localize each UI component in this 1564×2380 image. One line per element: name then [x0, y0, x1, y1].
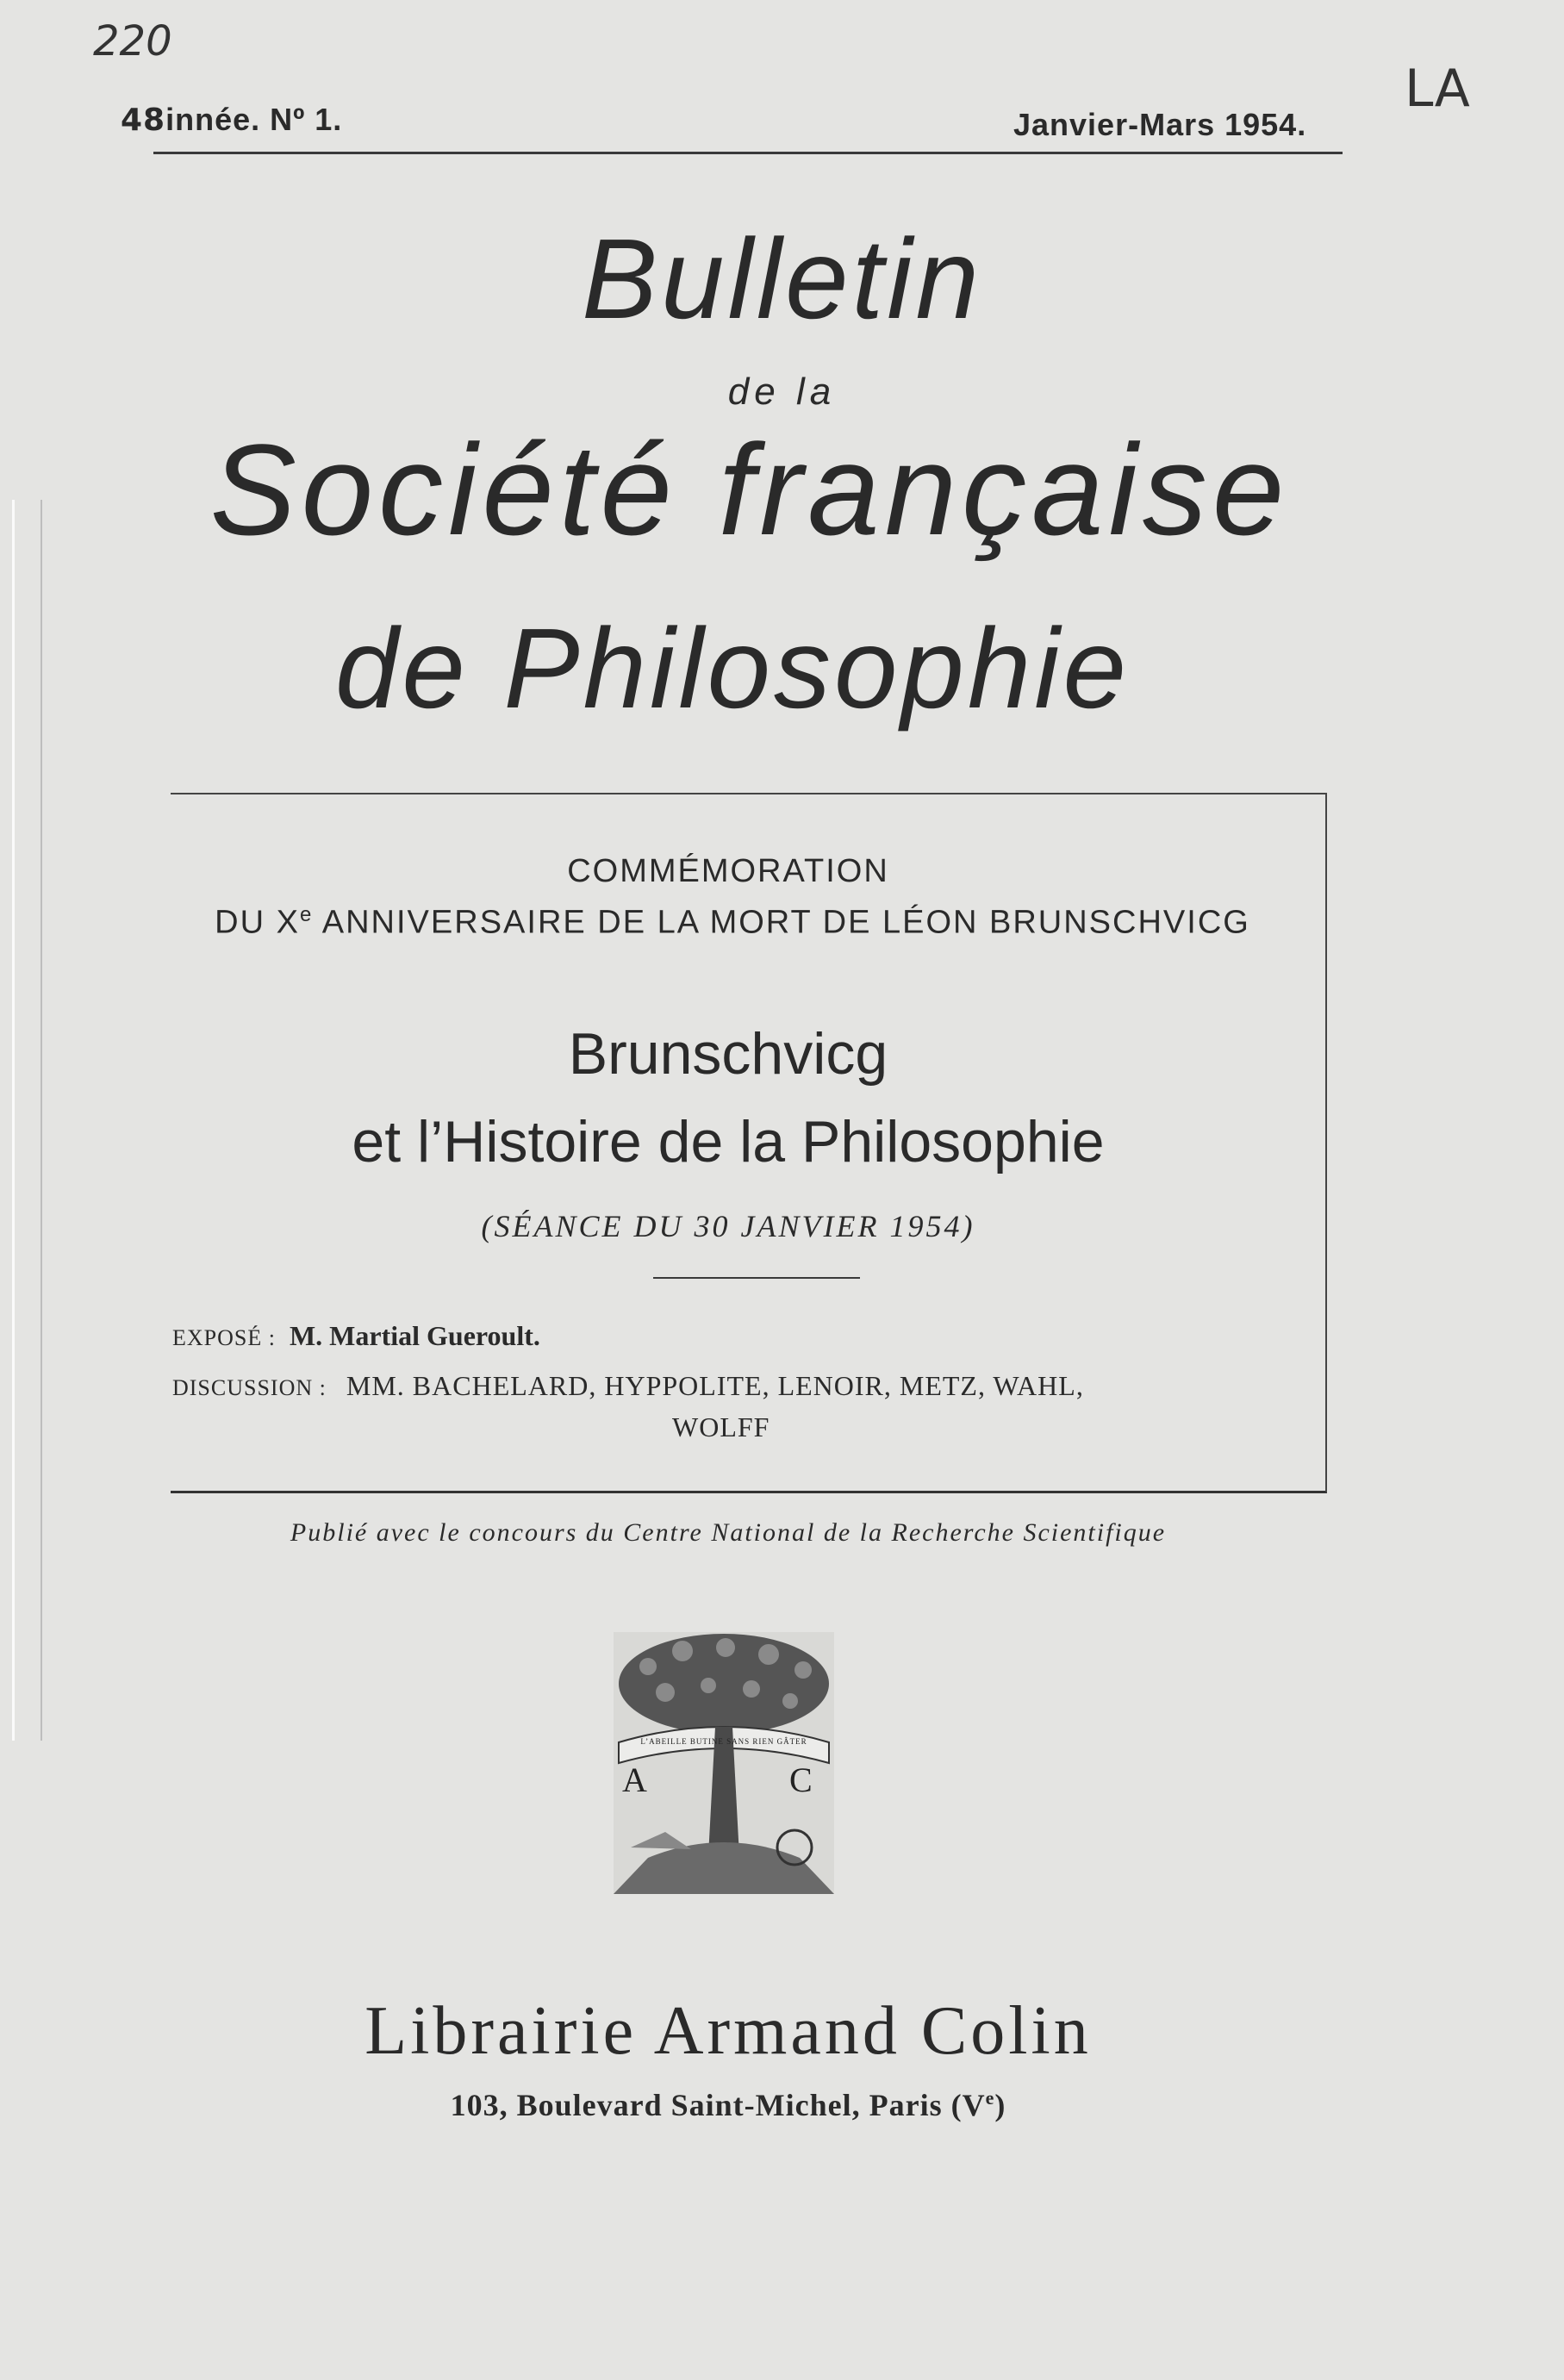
- concours-note: Publié avec le concours du Centre National de la Recherche Scientifique: [290, 1518, 1167, 1547]
- discussion-value: MM. BACHELARD, HYPPOLITE, LENOIR, METZ, WAHL,: [346, 1370, 1084, 1401]
- year-number: 48: [121, 103, 166, 138]
- expose-label: EXPOSÉ :: [172, 1325, 276, 1350]
- masthead-societe: Société française: [209, 417, 1290, 562]
- anniversary-sup: e: [299, 903, 314, 926]
- discussion-value-2: WOLFF: [672, 1411, 770, 1442]
- handwritten-number: 220: [93, 17, 172, 65]
- masthead-philosophie: de Philosophie: [335, 605, 1130, 732]
- publisher-emblem: [614, 1632, 834, 1894]
- discussion-line: [172, 1370, 1284, 1402]
- talk-title-line2: et l’Histoire de la Philosophie: [352, 1109, 1105, 1174]
- talk-title-line1: Brunschvicg: [568, 1021, 888, 1087]
- masthead-bulletin: Bulletin: [582, 215, 982, 342]
- emblem-letter-a: A: [622, 1760, 647, 1799]
- emblem-letter-c: C: [789, 1760, 813, 1799]
- address-pre: 103, Boulevard Saint-Michel, Paris (V: [450, 2088, 986, 2122]
- anniversary-pre: DU X: [215, 904, 300, 941]
- address-post: ): [994, 2088, 1006, 2122]
- emblem-motto: L’ABEILLE BUTINE SANS RIEN GÂTER: [640, 1737, 807, 1746]
- issue-date: Janvier-Mars 1954.: [1013, 107, 1307, 142]
- expose-value: M. Martial Gueroult.: [289, 1320, 540, 1351]
- commemoration-heading: COMMÉMORATION: [567, 853, 889, 889]
- discussion-label: DISCUSSION :: [172, 1375, 327, 1400]
- masthead-de-la: de la: [727, 371, 837, 413]
- anniversary-post: ANNIVERSAIRE DE LA MORT DE LÉON BRUNSCHVICG: [313, 904, 1250, 941]
- expose-line: [172, 1320, 540, 1352]
- publisher-name: Librairie Armand Colin: [365, 1993, 1092, 2069]
- publisher-address: [0, 2087, 1456, 2123]
- section-divider: [653, 1277, 860, 1279]
- anniversary-line: [155, 903, 1310, 942]
- handwritten-initials: LA: [1405, 59, 1470, 119]
- issue-annee: innée. Nº 1.: [165, 102, 343, 137]
- header-rule: [153, 152, 1343, 154]
- issue-number: [121, 102, 342, 138]
- seance-date: (SÉANCE DU 30 JANVIER 1954): [481, 1209, 975, 1243]
- address-sup: e: [985, 2087, 995, 2109]
